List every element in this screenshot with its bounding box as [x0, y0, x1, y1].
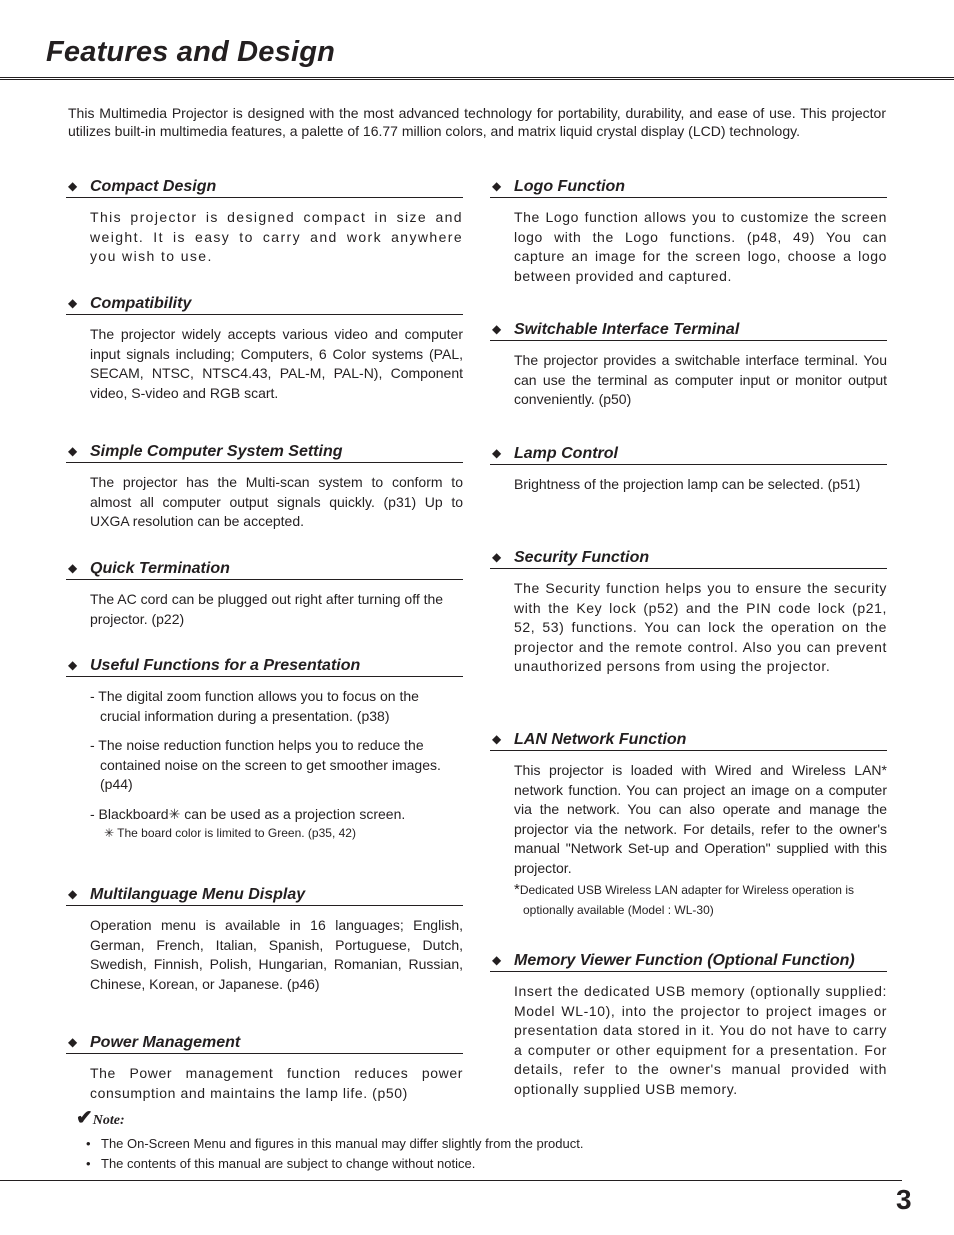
section-title: Simple Computer System Setting — [90, 443, 343, 460]
intro-paragraph: This Multimedia Projector is designed with the most advanced technology for portability, durability, and ease of use. This projector utilizes built-in multimedia features, a palette of 16.77 million colors, and matrix liquid crystal display (LCD) technology. — [68, 105, 886, 139]
section-body: The projector provides a switchable interface terminal. You can use the terminal as computer input or monitor output conveniently. (p50) — [514, 352, 887, 407]
section-title: Lamp Control — [514, 445, 618, 462]
diamond-bullet-icon: ◆ — [492, 732, 502, 746]
lan-adapter-note — [514, 880, 887, 920]
note-list — [86, 1134, 583, 1174]
asterisk-mark: * — [514, 881, 520, 898]
list-item: - The noise reduction function helps you to reduce the contained noise on the screen to get smoother images. (p44) — [90, 737, 441, 792]
diamond-bullet-icon: ◆ — [68, 658, 78, 672]
page-title: Features and Design — [46, 36, 336, 68]
section-power-management — [66, 1032, 463, 1103]
diamond-bullet-icon: ◆ — [68, 1035, 78, 1049]
section-heading — [66, 176, 463, 198]
title-rule — [0, 77, 954, 78]
note-label: Note: — [92, 1113, 125, 1128]
section-body: The AC cord can be plugged out right after turning off the projector. (p22) — [90, 591, 444, 627]
section-body: Operation menu is available in 16 languages; English, German, French, Italian, Spanish, Portuguese, Dutch, Swedish, Finnish, Polish, Hungarian, Romanian, Russian, Chinese, Korean, or Japanese. (p46) — [90, 917, 463, 992]
note-line: Dedicated USB Wireless LAN adapter for Wireless operation is — [519, 883, 854, 897]
section-body — [90, 687, 455, 842]
section-title: Compact Design — [90, 178, 217, 195]
title-rule — [0, 79, 954, 80]
section-title: Memory Viewer Function (Optional Function) — [514, 952, 855, 969]
section-simple-computer-setting — [66, 441, 463, 532]
section-body — [514, 761, 887, 920]
section-title: Logo Function — [514, 178, 626, 195]
bullet-icon: • — [86, 1156, 91, 1171]
diamond-bullet-icon: ◆ — [68, 561, 78, 575]
section-heading — [66, 884, 463, 906]
checkmark-icon: ✔ — [76, 1107, 93, 1129]
section-body: The projector has the Multi-scan system to conform to almost all computer output signals quickly. (p31) Up to UXGA resolution can be accepted. — [90, 474, 463, 529]
section-quick-termination — [66, 558, 463, 629]
section-heading — [66, 441, 463, 463]
footnote: ✳ The board color is limited to Green. (p35, 42) — [104, 826, 356, 840]
section-switchable-interface — [490, 319, 887, 410]
list-item — [86, 1134, 583, 1154]
section-title: Security Function — [514, 549, 650, 566]
section-lan-network — [490, 729, 887, 920]
section-multilanguage-menu — [66, 884, 463, 994]
note-heading — [76, 1105, 125, 1130]
section-compact-design — [66, 176, 463, 267]
page-number: 3 — [896, 1184, 912, 1215]
diamond-bullet-icon: ◆ — [492, 550, 502, 564]
section-security-function — [490, 547, 887, 677]
section-memory-viewer — [490, 950, 887, 1099]
note-text: The contents of this manual are subject to change without notice. — [101, 1156, 476, 1171]
section-body: The projector widely accepts various video and computer input signals including; Computers, 6 Color systems (PAL, SECAM, NTSC, NTSC4.43, PAL-M, PAL-N), Component video, S-video and RGB scart. — [90, 326, 463, 401]
diamond-bullet-icon: ◆ — [492, 446, 502, 460]
section-heading — [66, 655, 463, 677]
diamond-bullet-icon: ◆ — [492, 179, 502, 193]
section-heading — [490, 176, 887, 198]
section-body: This projector is designed compact in size and weight. It is easy to carry and work anywhere you wish to use. — [90, 209, 463, 264]
section-title: Quick Termination — [90, 560, 230, 577]
section-heading — [66, 1032, 463, 1054]
section-heading — [490, 950, 887, 972]
section-heading — [490, 319, 887, 341]
section-body: Brightness of the projection lamp can be selected. (p51) — [514, 476, 861, 492]
section-lamp-control — [490, 443, 887, 495]
section-title: Multilanguage Menu Display — [90, 886, 306, 903]
diamond-bullet-icon: ◆ — [68, 296, 78, 310]
section-useful-functions — [66, 655, 463, 842]
section-body: The Power management function reduces power consumption and maintains the lamp life. (p50) — [90, 1065, 463, 1101]
section-title: Switchable Interface Terminal — [514, 321, 740, 338]
footer-rule — [0, 1180, 902, 1181]
section-body: The Logo function allows you to customize the screen logo with the Logo functions. (p48, 49) You can capture an image for the screen logo, choose a logo between provided and captured. — [514, 209, 887, 284]
section-compatibility — [66, 293, 463, 403]
section-body: Insert the dedicated USB memory (optionally supplied: Model WL-10), into the projector to project images or presentation data stored in it. You do not have to carry a computer or other equipment for a presentation. For details, refer to the owner's manual provided with optionally supplied USB memory. — [514, 983, 887, 1097]
section-heading — [490, 729, 887, 751]
list-item — [86, 1154, 583, 1174]
list-item: - Blackboard✳ can be used as a projection screen. — [90, 805, 406, 822]
diamond-bullet-icon: ◆ — [492, 322, 502, 336]
section-title: Compatibility — [90, 295, 192, 312]
section-title: Useful Functions for a Presentation — [90, 657, 361, 674]
note-text: The On-Screen Menu and figures in this manual may differ slightly from the product. — [101, 1136, 584, 1151]
note-line: optionally available (Model : WL-30) — [523, 903, 714, 917]
section-body: The Security function helps you to ensure the security with the Key lock (p52) and the PIN code lock (p21, 52, 53) functions. You can lock the operation on the projector and the remote control. Also you can prevent unauthorized persons from using the projector. — [514, 580, 887, 674]
diamond-bullet-icon: ◆ — [68, 179, 78, 193]
section-heading — [66, 293, 463, 315]
section-heading — [490, 443, 887, 465]
diamond-bullet-icon: ◆ — [492, 953, 502, 967]
section-logo-function — [490, 176, 887, 286]
list-item: - The digital zoom function allows you to focus on the crucial information during a presentation. (p38) — [90, 688, 419, 724]
section-title: LAN Network Function — [514, 731, 687, 748]
bullet-icon: • — [86, 1136, 91, 1151]
diamond-bullet-icon: ◆ — [68, 444, 78, 458]
diamond-bullet-icon: ◆ — [68, 887, 78, 901]
section-body-text: This projector is loaded with Wired and Wireless LAN* network function. You can project an image on a computer via the network. You can also operate and manage the projector via the network. For details, refer to the owner's manual "Network Set-up and Operation" supplied with this projector. — [514, 762, 887, 876]
section-title: Power Management — [90, 1034, 241, 1051]
section-heading — [66, 558, 463, 580]
section-heading — [490, 547, 887, 569]
